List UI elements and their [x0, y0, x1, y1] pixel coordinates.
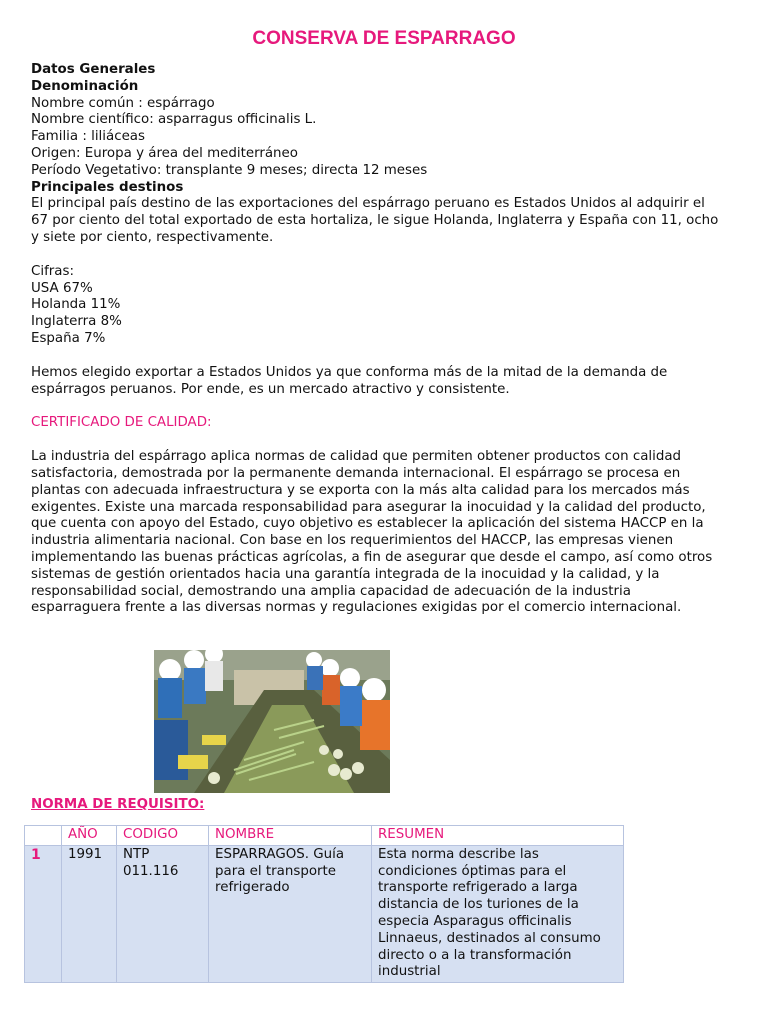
table-row — [25, 845, 624, 982]
certificado-line: La industria del espárrago aplica normas de calidad que permiten obtener productos con calidad — [31, 449, 682, 465]
destinos-heading: Principales destinos — [31, 179, 184, 195]
column-header: AÑO — [62, 826, 117, 846]
certificado-line: satisfactoria, demostrada por la permanente demanda internacional. El espárrago se procesa en — [31, 465, 681, 481]
document-body — [31, 62, 731, 617]
resumen-line: condiciones óptimas para el — [378, 863, 567, 879]
cifras-item: USA 67% — [31, 280, 93, 296]
certificado-line: responsabilidad social, demostrando una amplia capacidad de adecuación de la industria — [31, 583, 631, 599]
resumen-line: especia Asparagus officinalis — [378, 913, 572, 929]
destinos-text-line: y siete por ciento, respectivamente. — [31, 229, 274, 245]
cifras-label: Cifras: — [31, 263, 74, 279]
nombre-line: para el transporte — [215, 863, 336, 879]
datos-line: Nombre común : espárrago — [31, 95, 215, 111]
resumen-line: Esta norma describe las — [378, 846, 539, 862]
datos-line: Período Vegetativo: transplante 9 meses; directa 12 meses — [31, 162, 428, 178]
resumen-line: transporte refrigerado a larga — [378, 880, 578, 896]
row-number: 1 — [25, 845, 62, 982]
denominacion-heading: Denominación — [31, 78, 139, 94]
nombre-line: ESPARRAGOS. Guía — [215, 846, 345, 862]
resumen-line: industrial — [378, 964, 441, 980]
destinos-text-line: El principal país destino de las exportaciones del espárrago peruano es Estados Unidos al adquirir el — [31, 196, 705, 212]
datos-line: Origen: Europa y área del mediterráneo — [31, 145, 298, 161]
datos-line: Nombre científico: asparragus officinalis L. — [31, 112, 317, 128]
eleccion-line: espárragos peruanos. Por ende, es un mercado atractivo y consistente. — [31, 381, 510, 397]
datos-line: Familia : liliáceas — [31, 129, 145, 145]
destinos-text-line: 67 por ciento del total exportado de esta hortaliza, le sigue Holanda, Inglaterra y España con 11, ocho — [31, 213, 719, 229]
nombre-line: refrigerado — [215, 880, 290, 896]
asparagus-workers-photo — [154, 650, 390, 793]
certificado-line: implementando las buenas prácticas agrícolas, a fin de asegurar que desde el campo, así como otros — [31, 549, 713, 565]
column-header: NOMBRE — [209, 826, 372, 846]
codigo-line: 011.116 — [123, 863, 179, 879]
column-header: RESUMEN — [372, 826, 624, 846]
cell-nombre — [209, 845, 372, 982]
document-title: CONSERVA DE ESPARRAGO — [252, 28, 516, 49]
certificado-line: industria alimentaria nacional. Con base en los requerimientos del HACCP, las empresas vienen — [31, 533, 674, 549]
resumen-line: directo o a la transformación — [378, 947, 572, 963]
certificado-line: sistemas de gestión orientados hacia una garantía integrada de la inocuidad y la calidad, y la — [31, 566, 660, 582]
column-header: CODIGO — [117, 826, 209, 846]
certificado-line: esparraguera frente a las diversas normas y regulaciones exigidas por el comercio internacional. — [31, 600, 682, 616]
cifras-item: Holanda 11% — [31, 297, 121, 313]
cifras-item: Inglaterra 8% — [31, 314, 122, 330]
cifras-item: España 7% — [31, 330, 106, 346]
certificado-heading: CERTIFICADO DE CALIDAD: — [31, 415, 212, 431]
cell-anio: 1991 — [62, 845, 117, 982]
resumen-line: distancia de los turiones de la — [378, 897, 579, 913]
resumen-line: Linnaeus, destinados al consumo — [378, 930, 601, 946]
datos-heading: Datos Generales — [31, 62, 156, 77]
certificado-line: que cuenta con apoyo del Estado, cuyo objetivo es establecer la aplicación del sistema HACCP en la — [31, 516, 704, 532]
cell-resumen — [372, 845, 624, 982]
codigo-line: NTP — [123, 846, 150, 862]
certificado-line: plantas con adecuada infraestructura y se exporta con la más alta calidad para los mercados más — [31, 482, 690, 498]
norma-table — [24, 825, 624, 983]
certificado-line: exigentes. Existe una marcada responsabilidad para asegurar la inocuidad y la calidad del producto, — [31, 499, 706, 515]
column-header — [25, 826, 62, 846]
cell-codigo — [117, 845, 209, 982]
table-header-row — [25, 826, 624, 846]
eleccion-line: Hemos elegido exportar a Estados Unidos ya que conforma más de la mitad de la demanda de — [31, 364, 668, 380]
norma-heading: NORMA DE REQUISITO: — [31, 797, 205, 812]
